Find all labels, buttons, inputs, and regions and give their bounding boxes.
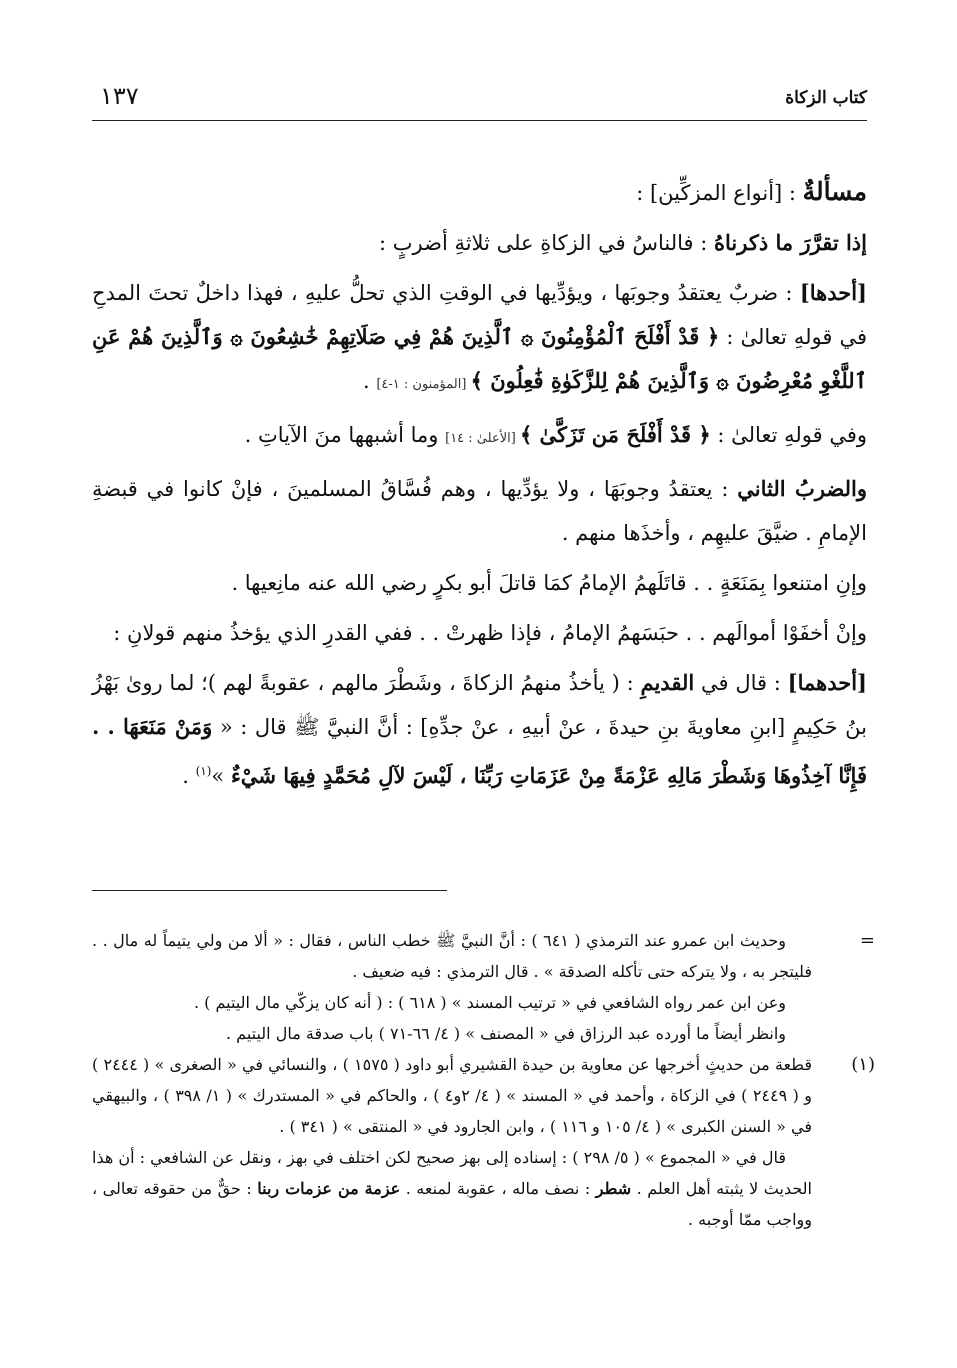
- paragraph-hiding: وإنْ أخفَوْا أموالَهم . . حبَسَهمُ الإمامُ ، فإذا ظهرتْ . . ففي القدرِ الذي يؤخذُ منهم قولانِ :: [113, 621, 867, 645]
- opinion-text-1: : قال في: [694, 671, 788, 695]
- opinion-text-2: : ( يأخذُ منهمُ الزكاةَ ، وشَطْرَ مالهم ، عقوبةً لهم )؛ لما روىٰ بَهْزُ بنُ حَكِيمٍ [ابنِ معاويةَ بنِ حيدةَ ، عنْ أبيهِ ، عنْ جدِّهِ] : أنَّ النبيَّ ﷺ قال : «: [92, 671, 867, 739]
- footnote-1-marker: (١): [851, 1054, 875, 1075]
- footnote-continuation-marker: =: [859, 930, 875, 951]
- ala-text-end: وما أشبهها منَ الآياتِ .: [244, 423, 446, 447]
- footnote-continuation: [92, 925, 875, 1049]
- masala-lead: مسألةٌ: [802, 177, 867, 206]
- footnote-text: قال في « المجموع » ( ٥/ ٢٩٨ ) : إسناده إلى بهز صحيح لكن اختلف في بهز ، ونقل عن الشافعي : أن هذا الحديث لا يثبته أهل العلم .: [92, 1148, 812, 1198]
- masala-heading: [92, 170, 867, 215]
- paragraph-first-opinion: [92, 661, 867, 798]
- opinion-end: .: [182, 764, 196, 788]
- footnote-text: : نصف ماله ، عقوبة لمنعه .: [400, 1179, 596, 1198]
- footnote-line: وانظر أيضاً ما أورده عبد الرزاق في « المصنف » ( ٤/ ٦٦-٧١ ) باب صدقة مال اليتيم .: [226, 1024, 786, 1043]
- opinion-lead-2: القديمِ: [640, 670, 695, 695]
- main-text: [92, 170, 867, 804]
- footnote-separator: [92, 890, 447, 891]
- footnote-term: شطر: [595, 1179, 632, 1198]
- footnote-line: قطعة من حديثٍ أخرجها عن معاوية بن حيدة القشيري أبو داود ( ١٥٧٥ ) ، والنسائي في « الصغرى » ( ٢٤٤٤ ) و ( ٢٤٤٩ ) في الزكاة ، وأحمد في « المسند » ( ٤/ ٢و٤ ) ، والحاكم في « المستدرك » ( ١/ ٣٩٨ ) ، والبيهقي في « السنن الكبرى » ( ٤/ ١٠٥ و ١١٦ ) ، وابن الجارود في « المنتقى » ( ٣٤١ ) .: [92, 1055, 813, 1136]
- masala-text: : [أنواع المزكِّين] :: [636, 181, 803, 205]
- page-header: [92, 70, 867, 121]
- paragraph-refusal: وإنِ امتنعوا بِمَنَعَةٍ . . قاتَلَهمُ الإمامُ كمَا قاتلَ أبو بكرٍ رضي الله عنه مانِعيها .: [231, 571, 867, 595]
- footnote-line: وعن ابن عمر رواه الشافعي في « ترتيب المسند » ( ٦١٨ ) : ( أنه كان يزكّي مال اليتيم ) .: [193, 993, 786, 1012]
- opinion-lead: [أحدهما]: [787, 670, 867, 695]
- first-type-lead: [أحدها]: [799, 280, 867, 305]
- intro-text: : فالناسُ في الزكاةِ على ثلاثةِ أضربٍ :: [379, 231, 715, 255]
- footnote-term: عزمة من عزمات ربنا: [257, 1179, 401, 1198]
- footnotes-section: [92, 925, 875, 1235]
- page-number: ١٣٧: [100, 82, 139, 110]
- quran-verse-ala: ﴿ قَدْ أَفْلَحَ مَن تَزَكَّىٰ ﴾: [519, 422, 711, 447]
- footnote-text: : حقٌّ من حقوقه تعالى ، وواجب ممّا أوجبه .: [92, 1179, 812, 1229]
- footnote-1: [92, 1049, 875, 1235]
- surah-reference-muminun: [المؤمنون : ١-٤]: [376, 377, 471, 392]
- document-page: [92, 70, 875, 1340]
- quran-verse-muminun: ﴿ قَدْ أَفْلَحَ ٱلْمُؤْمِنُونَ ۞ ٱلَّذِينَ هُمْ فِي صَلَاتِهِمْ خَٰشِعُونَ ۞ وَٱلَّذِينَ هُمْ عَنِ ٱللَّغْوِ مُعْرِضُونَ ۞ وَٱلَّذِينَ هُمْ لِلزَّكَوٰةِ فَٰعِلُونَ ﴾: [92, 324, 867, 393]
- ala-text-start: وفي قولهِ تعالىٰ :: [710, 423, 867, 447]
- opinion-text-3: »: [211, 764, 231, 788]
- paragraph-ala-verse: [92, 413, 867, 461]
- second-type-text: : يعتقدُ وجوبَهَا ، ولا يؤدِّيها ، وهم فُسَّاقُ المسلمينَ ، فإنْ كانوا في قبضةِ الإمامِ . ضيَّقَ عليهِم ، وأخذَها منهم .: [92, 477, 867, 545]
- paragraph-intro: [92, 221, 867, 265]
- sentence-end: .: [362, 369, 377, 393]
- intro-lead: إذا تقرَّرَ ما ذكرناهُ: [714, 230, 867, 255]
- surah-reference-ala: [الأعلىٰ : ١٤]: [445, 431, 520, 446]
- running-title: كتاب الزكاة: [785, 88, 867, 108]
- first-type-text: : ضربٌ يعتقدُ وجوبَها ، ويؤدِّيها في الوقتِ الذي تحلُّ عليهِ ، فهذا داخلٌ تحتَ المدحِ في قولهِ تعالىٰ :: [92, 281, 867, 349]
- paragraph-first-type: [92, 271, 867, 407]
- footnote-reference-1[interactable]: (١): [195, 764, 212, 778]
- footnote-line: وحديث ابن عمرو عند الترمذي ( ٦٤١ ) : أنَّ النبيَّ ﷺ خطب الناس ، فقال : « ألا من ولي يتيماً له مال . . فليتجر به ، ولا يتركه حتى تأكله الصدقة » . قال الترمذي : فيه ضعيف .: [92, 931, 812, 981]
- footnote-line-last: [92, 1142, 812, 1235]
- hadith-text: وَمَنْ مَنَعَهَا . . فَإِنَّا آخِذُوهَا وَشَطْرَ مَالِهِ عَزْمَةً مِنْ عَزَمَاتِ رَبِّنَا ، لَيْسَ لآلِ مُحَمَّدٍ فِيهَا شَيْءٌ: [92, 714, 867, 788]
- second-type-lead: والضربُ الثاني: [737, 476, 867, 501]
- paragraph-second-type: [92, 467, 867, 555]
